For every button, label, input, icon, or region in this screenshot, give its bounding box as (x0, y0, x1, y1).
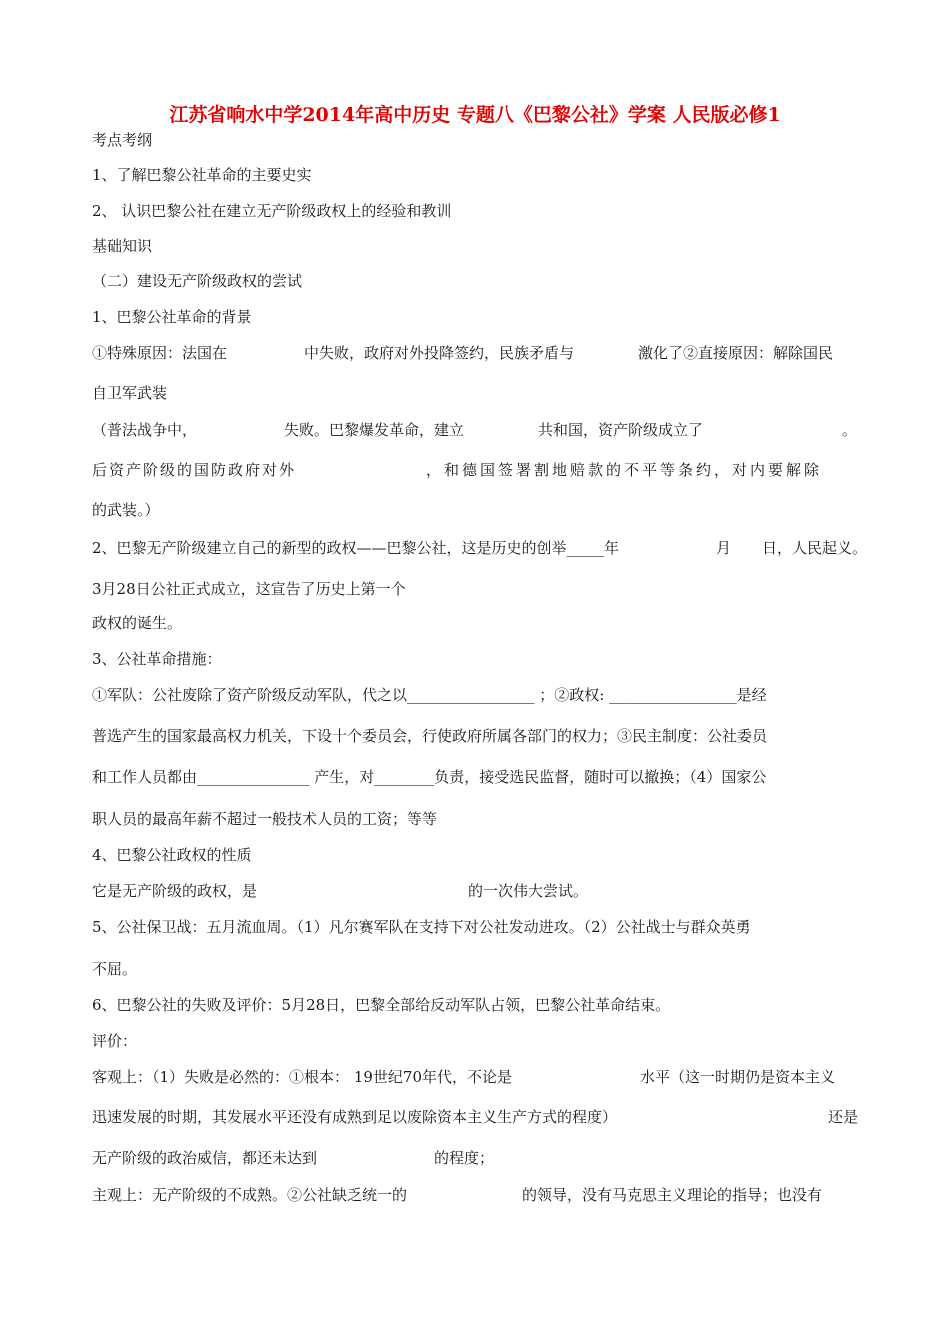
text-segment: 日，人民起义。 (762, 539, 868, 557)
point-6-line: 6、巴黎公社的失败及评价：5月28日，巴黎全部给反动军队占领，巴黎公社革命结束。 (92, 996, 671, 1014)
text-segment: 还是 (828, 1108, 859, 1126)
outline-item-1: 1、了解巴黎公社革命的主要史实 (92, 166, 312, 184)
text-segment: ①特殊原因：法国在 (92, 344, 228, 362)
evaluation-heading: 评价： (92, 1032, 138, 1050)
text-segment: 月 (716, 539, 732, 557)
paragraph-line (92, 461, 862, 479)
text-segment: 失败。巴黎爆发革命，建立 (284, 421, 465, 439)
paragraph-line: 和工作人员都由_______________ 产生，对________负责，接受选民监督，随时可以撤换；（4）国家公 (92, 768, 767, 786)
paragraph-line (92, 1149, 862, 1167)
section-heading-basics: 基础知识 (92, 237, 153, 255)
text-segment: 主观上：无产阶级的不成熟。②公社缺乏统一的 (92, 1186, 408, 1204)
text-segment: 无产阶级的政治威信，都还未达到 (92, 1149, 318, 1167)
text-segment: 中失败，政府对外投降签约，民族矛盾与 (304, 344, 575, 362)
paragraph-line (92, 1186, 862, 1204)
text-segment: 的程度； (434, 1149, 495, 1167)
text-segment: 激化了②直接原因：解除国民 (638, 344, 834, 362)
paragraph-line (92, 1068, 862, 1086)
text-segment: （普法战争中， (92, 421, 198, 439)
paragraph-line: 职人员的最高年薪不超过一般技术人员的工资；等等 (92, 810, 438, 828)
text-segment: 迅速发展的时期，其发展水平还没有成熟到足以废除资本主义生产方式的程度） (92, 1108, 618, 1126)
paragraph-line (92, 539, 868, 557)
text-segment: 共和国，资产阶级成立了 (538, 421, 704, 439)
text-segment: 的领导，没有马克思主义理论的指导；也没有 (522, 1186, 823, 1204)
point-1-heading: 1、巴黎公社革命的背景 (92, 308, 252, 326)
paragraph-line: 的武装。） (92, 501, 160, 519)
point-5-line: 5、公社保卫战：五月流血周。（1）凡尔赛军队在支持下对公社发动进攻。（2）公社战士与群众英勇 (92, 918, 751, 936)
outline-item-2: 2、 认识巴黎公社在建立无产阶级政权上的经验和教训 (92, 202, 452, 220)
paragraph-line (92, 882, 862, 900)
paragraph-line: 自卫军武装 (92, 384, 168, 402)
paragraph-line: 3月28日公社正式成立，这宣告了历史上第一个 (92, 580, 406, 598)
text-segment: 的一次伟大尝试。 (468, 882, 589, 900)
subsection-heading: （二）建设无产阶级政权的尝试 (92, 272, 303, 290)
paragraph-line: 普选产生的国家最高权力机关，下设十个委员会，行使政府所属各部门的权力；③民主制度：公社委员 (92, 727, 768, 745)
paragraph-line: 不屈。 (92, 960, 138, 978)
paragraph-line (92, 1108, 862, 1126)
page-title: 江苏省响水中学2014年高中历史 专题八《巴黎公社》学案 人民版必修1 (169, 104, 781, 126)
paragraph-line (92, 421, 862, 439)
text-segment: 后资产阶级的国防政府对外 (92, 461, 297, 479)
section-heading-exam-outline: 考点考纲 (92, 131, 153, 149)
paragraph-line: 政权的诞生。 (92, 614, 183, 632)
text-segment: 。 (842, 421, 858, 439)
text-segment: ，和德国签署割地赔款的不平等条约，对内要解除 (426, 461, 823, 479)
point-3-heading: 3、公社革命措施： (92, 650, 222, 668)
text-segment: 水平（这一时期仍是资本主义 (640, 1068, 836, 1086)
paragraph-line (92, 344, 862, 362)
text-segment: 它是无产阶级的政权，是 (92, 882, 258, 900)
point-4-heading: 4、巴黎公社政权的性质 (92, 846, 252, 864)
text-segment: 客观上：（1）失败是必然的：①根本： 19世纪70年代，不论是 (92, 1068, 512, 1086)
text-segment: 2、巴黎无产阶级建立自己的新型的政权——巴黎公社，这是历史的创举_____年 (92, 539, 620, 557)
paragraph-line: ①军队：公社废除了资产阶级反动军队，代之以_________________ ；②政权: _________________是经 (92, 686, 767, 704)
